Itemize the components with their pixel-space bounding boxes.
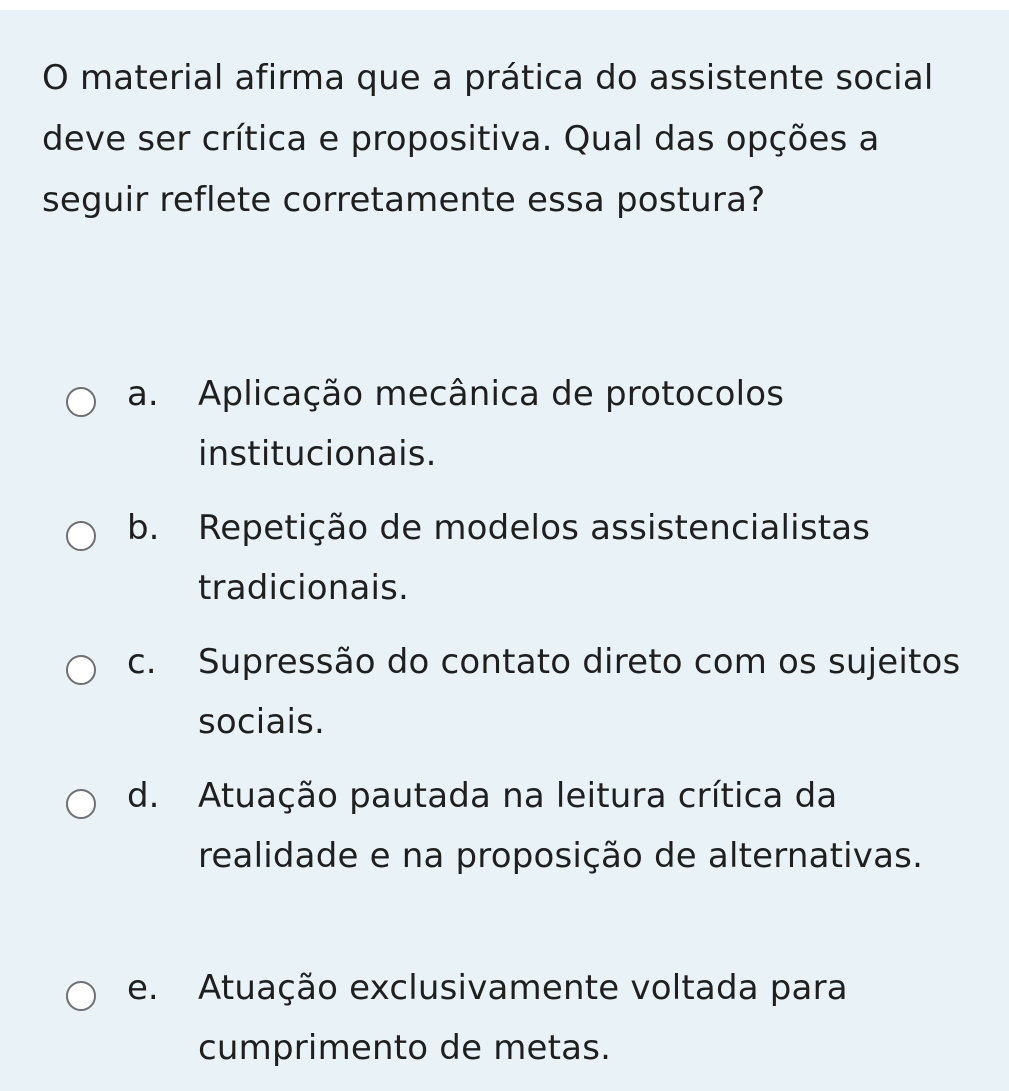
option-text-d: Atuação pautada na leitura crítica da realidade e na proposição de alternativas. xyxy=(198,776,924,876)
option-e[interactable] xyxy=(0,954,988,1078)
option-letter-b: b. xyxy=(127,508,160,548)
option-text-b: Repetição de modelos assistencialistas tradicionais. xyxy=(198,508,871,608)
radio-button-b[interactable] xyxy=(66,521,96,551)
option-text-c: Supressão do contato direto com os sujeitos sociais. xyxy=(198,642,961,742)
option-c[interactable] xyxy=(0,628,988,752)
radio-button-d[interactable] xyxy=(66,789,96,819)
option-letter-c: c. xyxy=(127,642,157,682)
option-text-a: Aplicação mecânica de protocolos institucionais. xyxy=(198,374,785,474)
option-b[interactable] xyxy=(0,494,988,618)
option-text-e: Atuação exclusivamente voltada para cumprimento de metas. xyxy=(198,968,848,1068)
question-card xyxy=(0,10,1009,1091)
option-letter-e: e. xyxy=(127,968,159,1008)
option-letter-a: a. xyxy=(127,374,159,414)
radio-button-c[interactable] xyxy=(66,655,96,685)
option-a[interactable] xyxy=(0,360,988,484)
radio-button-e[interactable] xyxy=(66,981,96,1011)
option-d[interactable] xyxy=(0,762,988,886)
radio-button-a[interactable] xyxy=(66,387,96,417)
question-text: O material afirma que a prática do assistente social deve ser crítica e propositiva. Qual das opções a seguir reflete corretamente essa postura? xyxy=(42,58,934,220)
option-letter-d: d. xyxy=(127,776,160,816)
